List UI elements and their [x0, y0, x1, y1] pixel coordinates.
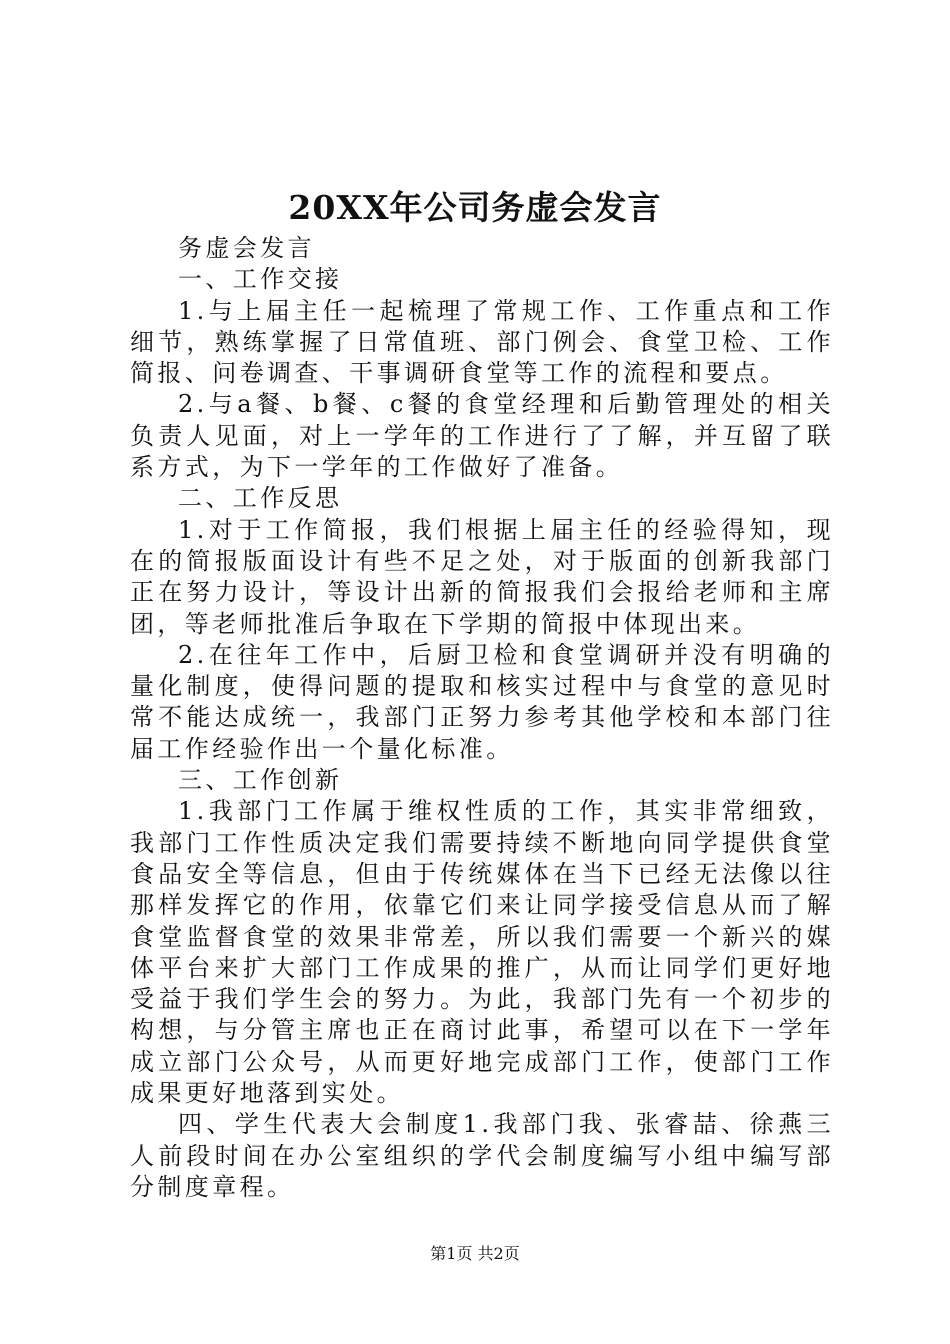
section-heading: 一、工作交接: [178, 265, 343, 294]
paragraph: 2.与a餐、b餐、c餐的食堂经理和后勤管理处的相关负责人见面，对上一学年的工作进行了了解，并互留了联系方式，为下一学年的工作做好了准备。: [130, 390, 834, 482]
paragraph: 2.在往年工作中，后厨卫检和食堂调研并没有明确的量化制度，使得问题的提取和核实过程中与食堂的意见时常不能达成统一，我部门正努力参考其他学校和本部门往届工作经验作出一个量化标准。: [130, 640, 834, 763]
page-number-current: 第1页: [430, 1244, 473, 1263]
section-heading: 二、工作反思: [178, 484, 343, 513]
section-heading: 三、工作创新: [178, 766, 343, 795]
document-body: [130, 233, 834, 1203]
paragraph: 务虚会发言: [178, 234, 315, 262]
document-title: 20XX年公司务虚会发言: [288, 188, 662, 227]
page-number-total: 共2页: [477, 1244, 520, 1263]
paragraph: 四、学生代表大会制度1.我部门我、张睿喆、徐燕三人前段时间在办公室组织的学代会制度编写小组中编写部分制度章程。: [130, 1110, 834, 1201]
paragraph: 1.我部门工作属于维权性质的工作，其实非常细致，我部门工作性质决定我们需要持续不断地向同学提供食堂食品安全等信息，但由于传统媒体在当下已经无法像以往那样发挥它的作用，依靠它们来让同学接受信息从而了解食堂监督食堂的效果非常差，所以我们需要一个新兴的媒体平台来扩大部门工作成果的推广，从而让同学们更好地受益于我们学生会的努力。为此，我部门先有一个初步的构想，与分管主席也正在商讨此事，希望可以在下一学年成立部门公众号，从而更好地完成部门工作，使部门工作成果更好地落到实处。: [130, 797, 834, 1108]
paragraph: 1.对于工作简报，我们根据上届主任的经验得知，现在的简报版面设计有些不足之处，对于版面的创新我部门正在努力设计，等设计出新的简报我们会报给老师和主席团，等老师批准后争取在下学期的简报中体现出来。: [130, 515, 834, 638]
page-footer: [0, 1242, 950, 1266]
paragraph: 1.与上届主任一起梳理了常规工作、工作重点和工作细节，熟练掌握了日常值班、部门例会、食堂卫检、工作简报、问卷调查、干事调研食堂等工作的流程和要点。: [130, 296, 834, 388]
